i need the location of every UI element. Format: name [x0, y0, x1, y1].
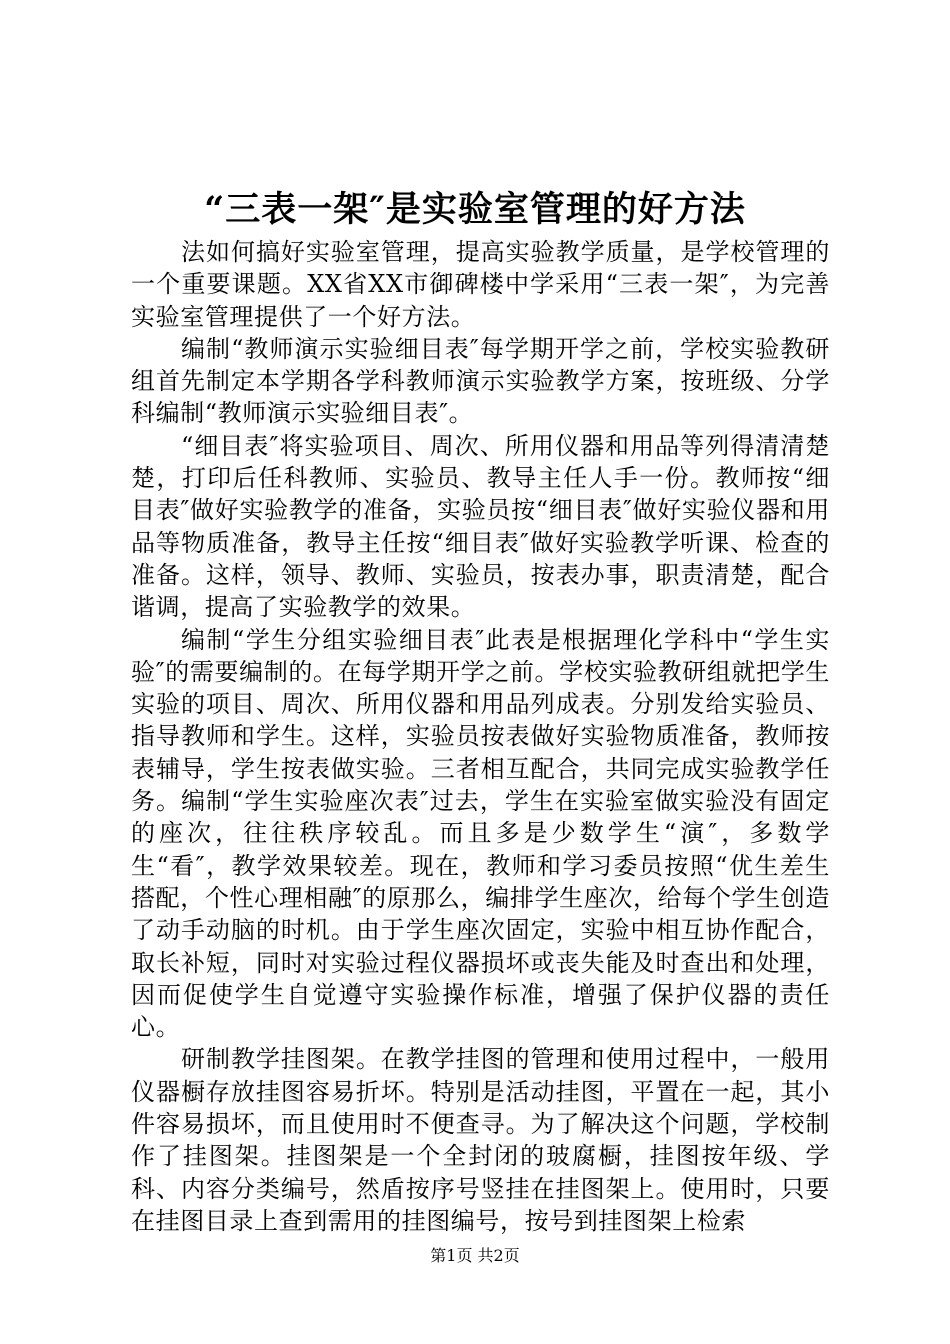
- paragraph: “细目表″将实验项目、周次、所用仪器和用品等列得清清楚楚，打印后任科教师、实验员、教导主任人手一份。教师按“细目表″做好实验教学的准备，实验员按“细目表″做好实验仪器和用品等物质准备，教导主任按“细目表″做好实验教学听课、检查的准备。这样，领导、教师、实验员，按表办事，职责清楚，配合谐调，提高了实验教学的效果。: [131, 431, 830, 622]
- document-body: [131, 236, 830, 1237]
- paragraph: 研制教学挂图架。在教学挂图的管理和使用过程中，一般用仪器橱存放挂图容易折坏。特别是活动挂图，平置在一起，其小件容易损坏，而且使用时不便查寻。为了解决这个问题，学校制作了挂图架。挂图架是一个全封闭的玻腐橱，挂图按年级、学科、内容分类编号，然盾按序号竖挂在挂图架上。使用时，只要在挂图目录上查到需用的挂图编号，按号到挂图架上检索: [131, 1045, 830, 1235]
- document-title: “三表一架″是实验室管理的好方法: [204, 189, 746, 230]
- paragraph: 法如何搞好实验室管理，提高实验教学质量，是学校管理的一个重要课题。XX省XX市御碑楼中学采用“三表一架″，为完善实验室管理提供了一个好方法。: [131, 238, 830, 331]
- page-footer: 第1页 共2页: [430, 1246, 520, 1265]
- paragraph: 编制“学生分组实验细目表″此表是根据理化学科中“学生实验″的需要编制的。在每学期开学之前。学校实验教研组就把学生实验的项目、周次、所用仪器和用品列成表。分别发给实验员、指导教师和学生。这样，实验员按表做好实验物质准备，教师按表辅导，学生按表做实验。三者相互配合，共同完成实验教学任务。编制“学生实验座次表″过去，学生在实验室做实验没有固定的座次，往往秩序较乱。而且多是少数学生“演″，多数学生“看″，教学效果较差。现在，教师和学习委员按照“优生差生搭配，个性心理相融″的原那么，编排学生座次，给每个学生创造了动手动脑的时机。由于学生座次固定，实验中相互协作配合，取长补短，同时对实验过程仪器损坏或丧失能及时查出和处理，因而促使学生自觉遵守实验操作标准，增强了保护仪器的责任心。: [131, 625, 830, 1042]
- paragraph: 编制“教师演示实验细目表″每学期开学之前，学校实验教研组首先制定本学期各学科教师演示实验教学方案，按班级、分学科编制“教师演示实验细目表″。: [131, 334, 830, 428]
